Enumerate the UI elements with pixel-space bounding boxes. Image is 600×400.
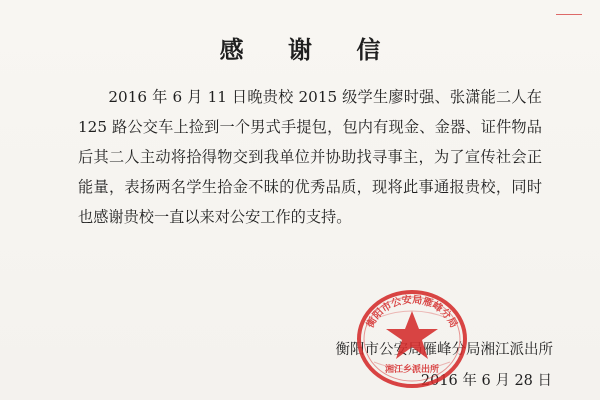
- issuer-signature: 衡阳市公安局雁峰分局湘江派出所: [335, 342, 553, 358]
- letter-body: 2016 年 6 月 11 日晚贵校 2015 级学生廖时强、张潇能二人在 125 路公交车上捡到一个男式手提包，包内有现金、金器、证件物品后其二人主动将拾得物交到我单位并协助找寻事主，为了宣传社会正能量，表扬两名学生拾金不昧的优秀品质，现将此事通报贵校，同时也感谢贵校一直以来对公安工作的支持。: [78, 88, 542, 226]
- decorative-red-mark: [556, 14, 582, 15]
- stamp-center-text: 湘江乡派出所: [384, 365, 440, 375]
- letter-date: 2016 年 6 月 28 日: [420, 373, 552, 389]
- stamp-star-icon: [386, 311, 438, 359]
- stamp-ring-text: 衡阳市公安局雁峰分局: [365, 294, 459, 330]
- official-stamp: [354, 286, 470, 392]
- letter-title: 感 谢 信: [219, 36, 399, 65]
